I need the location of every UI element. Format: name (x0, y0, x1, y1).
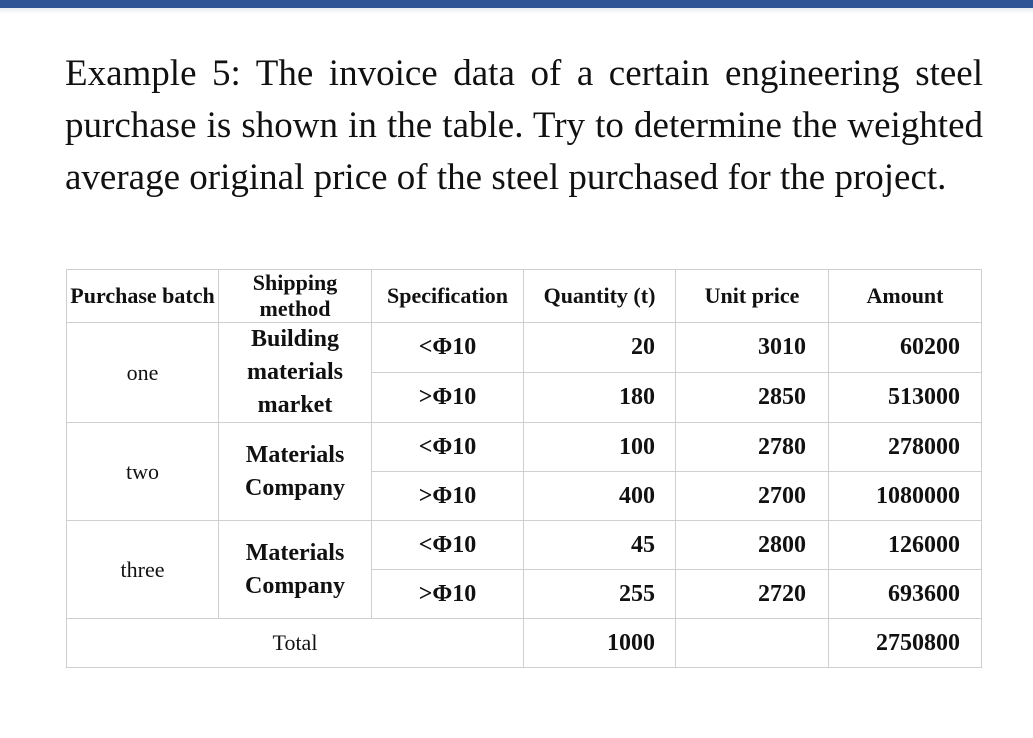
unit-price-cell: 2800 (676, 521, 829, 570)
quantity-cell: 255 (524, 570, 676, 619)
table-row (67, 521, 982, 570)
amount-cell: 60200 (829, 323, 982, 373)
problem-statement: Example 5: The invoice data of a certain engineering steel purchase is shown in the table. Try to determine the weighted average original price of the steel purchased for the project. (65, 53, 983, 198)
header-unit-price: Unit price (676, 270, 829, 323)
header-purchase-batch: Purchase batch (67, 270, 219, 323)
specification-cell: <Φ10 (372, 423, 524, 472)
specification-cell: <Φ10 (372, 323, 524, 373)
table-header-row (67, 270, 982, 323)
shipping-method-cell: Building materials market (219, 323, 372, 423)
header-specification: Specification (372, 270, 524, 323)
total-unit-price (676, 619, 829, 668)
specification-cell: >Φ10 (372, 373, 524, 423)
quantity-cell: 400 (524, 472, 676, 521)
quantity-cell: 20 (524, 323, 676, 373)
amount-cell: 513000 (829, 373, 982, 423)
unit-price-cell: 3010 (676, 323, 829, 373)
unit-price-cell: 2720 (676, 570, 829, 619)
batch-cell: three (67, 521, 219, 619)
specification-cell: <Φ10 (372, 521, 524, 570)
amount-cell: 693600 (829, 570, 982, 619)
header-quantity: Quantity (t) (524, 270, 676, 323)
header-amount: Amount (829, 270, 982, 323)
invoice-table (66, 269, 982, 668)
amount-cell: 1080000 (829, 472, 982, 521)
slide-top-bar (0, 0, 1033, 8)
total-row (67, 619, 982, 668)
unit-price-cell: 2700 (676, 472, 829, 521)
unit-price-cell: 2850 (676, 373, 829, 423)
amount-cell: 278000 (829, 423, 982, 472)
batch-cell: two (67, 423, 219, 521)
header-shipping-method: Shipping method (219, 270, 372, 323)
quantity-cell: 180 (524, 373, 676, 423)
quantity-cell: 100 (524, 423, 676, 472)
shipping-method-cell: Materials Company (219, 521, 372, 619)
specification-cell: >Φ10 (372, 570, 524, 619)
shipping-method-cell: Materials Company (219, 423, 372, 521)
specification-cell: >Φ10 (372, 472, 524, 521)
unit-price-cell: 2780 (676, 423, 829, 472)
table-row (67, 323, 982, 373)
table-row (67, 423, 982, 472)
amount-cell: 126000 (829, 521, 982, 570)
total-amount: 2750800 (829, 619, 982, 668)
total-label: Total (67, 619, 524, 668)
slide-top-bar-shadow (0, 8, 1033, 14)
total-quantity: 1000 (524, 619, 676, 668)
batch-cell: one (67, 323, 219, 423)
quantity-cell: 45 (524, 521, 676, 570)
